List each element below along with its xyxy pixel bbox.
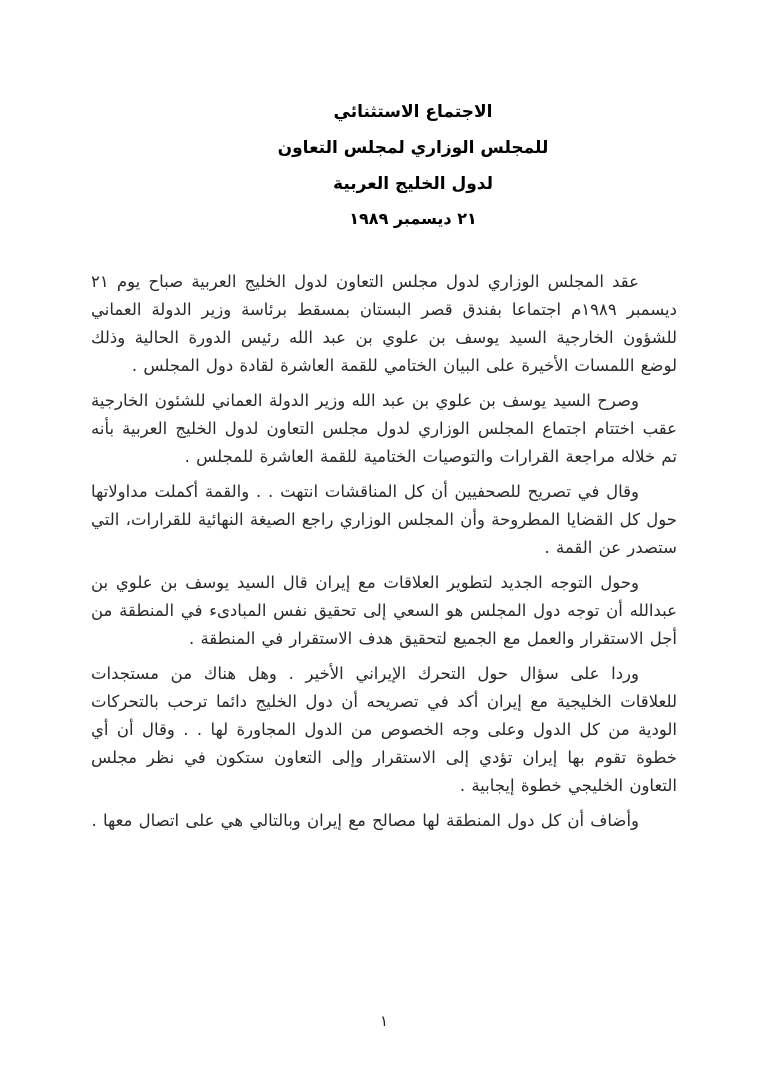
paragraph-press-remarks: وقال في تصريح للصحفيين أن كل المناقشات انتهت . . والقمة أكملت مداولاتها حول كل القضايا المطروحة وأن المجلس الوزاري راجع الصيغة النهائية للقرارات، التي ستصدر عن القمة . (91, 482, 677, 557)
paragraph-opening-session: عقد المجلس الوزاري لدول مجلس التعاون لدول الخليج العربية صباح يوم ٢١ ديسمبر ١٩٨٩م اجتماعا بفندق قصر البستان بمسقط برئاسة وزير الدولة العماني للشؤون الخارجية السيد يوسف بن علوي بن عبد الله رئيس الدورة الحالية وذلك لوضع اللمسات الأخيرة على البيان الختامي للقمة العاشرة لقادة دول المجلس . (91, 272, 677, 375)
page-number: ١ (379, 1012, 389, 1030)
paragraph-closing-remark: وأضاف أن كل دول المنطقة لها مصالح مع إيران وبالتالي هي على اتصال معها . (91, 811, 639, 830)
paragraph-iran-relations: وحول التوجه الجديد لتطوير العلاقات مع إيران قال السيد يوسف بن علوي بن عبدالله أن توجه دول المجلس هو السعي إلى تحقيق نفس المبادىء في المنطقة من أجل الاستقرار والعمل مع الجميع لتحقيق هدف الاستقرار في المنطقة . (91, 573, 677, 648)
document-header (58, 94, 768, 236)
document-title-line-2: للمجلس الوزاري لمجلس التعاون (277, 138, 549, 158)
document-title-line-1: الاجتماع الاستثنائي (333, 102, 493, 122)
document-title-line-3: لدول الخليج العربية (333, 174, 493, 194)
paragraph-iran-question: وردا على سؤال حول التحرك الإيراني الأخير . وهل هناك من مستجدات للعلاقات الخليجية مع إيران أكد في تصريحه أن دول الخليج دائما ترحب بالتحركات الودية من كل الدول وعلى وجه الخصوص من الدول المجاورة لها . . وقال أن أي خطوة تقوم بها إيران تؤدي إلى الاستقرار وإلى التعاون ستكون في نظر مجلس التعاون الخليجي خطوة إيجابية . (91, 664, 677, 795)
paragraph-minister-statement: وصرح السيد يوسف بن علوي بن عبد الله وزير الدولة العماني للشئون الخارجية عقب اختتام اجتماع المجلس الوزاري لدول مجلس التعاون لدول الخليج العربية بأنه تم خلاله مراجعة القرارات والتوصيات الختامية للقمة العاشرة للمجلس . (91, 391, 677, 466)
document-body (91, 268, 677, 842)
document-date: ٢١ ديسمبر ١٩٨٩ (349, 209, 477, 228)
